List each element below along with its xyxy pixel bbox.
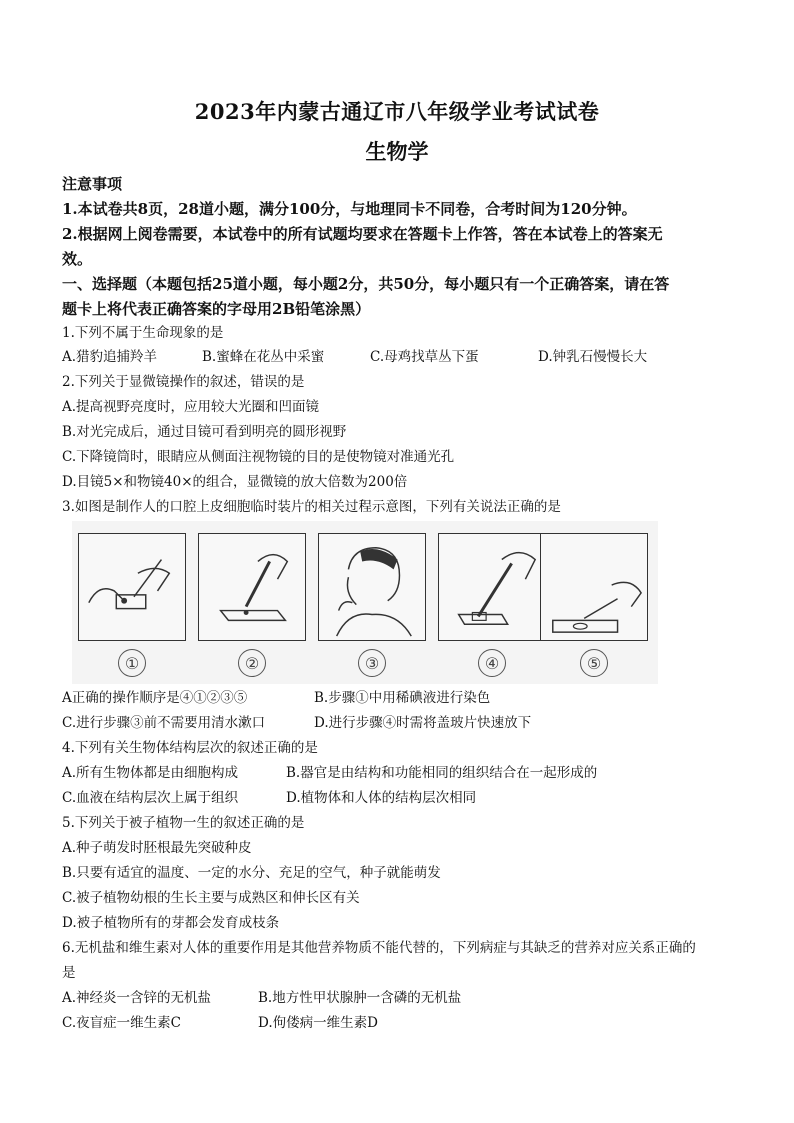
question-2-option-c: C.下降镜筒时，眼睛应从侧面注视物镜的目的是使物镜对准通光孔 [62, 449, 455, 465]
question-4-option-a: A.所有生物体都是由细胞构成 [62, 765, 239, 781]
question-6-option-b: B.地方性甲状腺肿一含磷的无机盐 [258, 990, 462, 1006]
question-6-option-c: C.夜盲症一维生素C [62, 1015, 181, 1031]
step-5-panel [540, 533, 648, 641]
question-5-option-a: A.种子萌发时胚根最先突破种皮 [62, 840, 252, 856]
question-3-option-d: D.进行步骤④时需将盖玻片快速放下 [314, 715, 532, 731]
step-2-panel [198, 533, 306, 641]
question-1-option-c: C.母鸡找草丛下蛋 [370, 349, 479, 365]
question-1-option-d: D.钟乳石慢慢长大 [538, 349, 648, 365]
question-4-option-c: C.血液在结构层次上属于组织 [62, 790, 239, 806]
question-5-option-c: C.被子植物幼根的生长主要与成熟区和伸长区有关 [62, 890, 360, 906]
section-1-heading-line-2: 题卡上将代表正确答案的字母用2B铅笔涂黑） [62, 300, 371, 318]
question-3-stem: 3.如图是制作人的口腔上皮细胞临时装片的相关过程示意图，下列有关说法正确的是 [62, 499, 561, 515]
step-1-illustration [79, 534, 185, 640]
question-2-stem: 2.下列关于显微镜操作的叙述，错误的是 [62, 374, 305, 390]
step-2-illustration [199, 534, 305, 640]
step-5-label: ⑤ [580, 649, 608, 677]
notice-item-2-line-2: 效。 [62, 250, 93, 268]
question-6-option-a: A.神经炎一含锌的无机盐 [62, 990, 212, 1006]
step-4-panel [438, 533, 546, 641]
step-5-illustration [541, 534, 647, 640]
step-3-panel [318, 533, 426, 641]
exam-subject: 生物学 [365, 139, 429, 164]
question-5-option-b: B.只要有适宜的温度、一定的水分、充足的空气，种子就能萌发 [62, 865, 441, 881]
question-6-stem-line-1: 6.无机盐和维生素对人体的重要作用是其他营养物质不能代替的，下列病症与其缺乏的营养对应关系正确的 [62, 940, 696, 956]
question-6-option-d: D.佝偻病一维生素D [258, 1015, 378, 1031]
question-2-option-b: B.对光完成后，通过目镜可看到明亮的圆形视野 [62, 424, 347, 440]
step-4-illustration [439, 534, 545, 640]
question-5-stem: 5.下列关于被子植物一生的叙述正确的是 [62, 815, 305, 831]
notice-item-1: 1.本试卷共8页，28道小题，满分100分，与地理同卡不同卷，合考时间为120分钟。 [62, 200, 637, 218]
question-4-option-d: D.植物体和人体的结构层次相同 [286, 790, 477, 806]
section-1-heading-line-1: 一、选择题（本题包括25道小题，每小题2分，共50分，每小题只有一个正确答案，请在答 [62, 275, 670, 293]
question-4-option-b: B.器官是由结构和功能相同的组织结合在一起形成的 [286, 765, 598, 781]
step-1-panel [78, 533, 186, 641]
question-3-option-a: A正确的操作顺序是④①②③⑤ [62, 690, 248, 706]
question-2-option-d: D.目镜5×和物镜40×的组合，显微镜的放大倍数为200倍 [62, 474, 408, 490]
question-2-option-a: A.提高视野亮度时，应用较大光圈和凹面镜 [62, 399, 320, 415]
exam-title: 2023年内蒙古通辽市八年级学业考试试卷 [194, 99, 600, 124]
step-3-label: ③ [358, 649, 386, 677]
question-1-stem: 1.下列不属于生命现象的是 [62, 325, 224, 341]
step-1-label: ① [118, 649, 146, 677]
step-4-label: ④ [478, 649, 506, 677]
notice-item-2-line-1: 2.根据网上阅卷需要，本试卷中的所有试题均要求在答题卡上作答，答在本试卷上的答案无 [62, 225, 663, 243]
question-1-option-a: A.猎豹追捕羚羊 [62, 349, 158, 365]
question-5-option-d: D.被子植物所有的芽都会发育成枝条 [62, 915, 280, 931]
step-3-illustration [319, 534, 425, 640]
question-1-option-b: B.蜜蜂在花丛中采蜜 [202, 349, 325, 365]
step-2-label: ② [238, 649, 266, 677]
question-3-option-c: C.进行步骤③前不需要用清水漱口 [62, 715, 266, 731]
question-6-stem-line-2: 是 [62, 965, 76, 981]
notice-heading: 注意事项 [62, 175, 123, 193]
question-4-stem: 4.下列有关生物体结构层次的叙述正确的是 [62, 740, 318, 756]
question-3-option-b: B.步骤①中用稀碘液进行染色 [314, 690, 491, 706]
slide-preparation-figure [72, 521, 658, 684]
